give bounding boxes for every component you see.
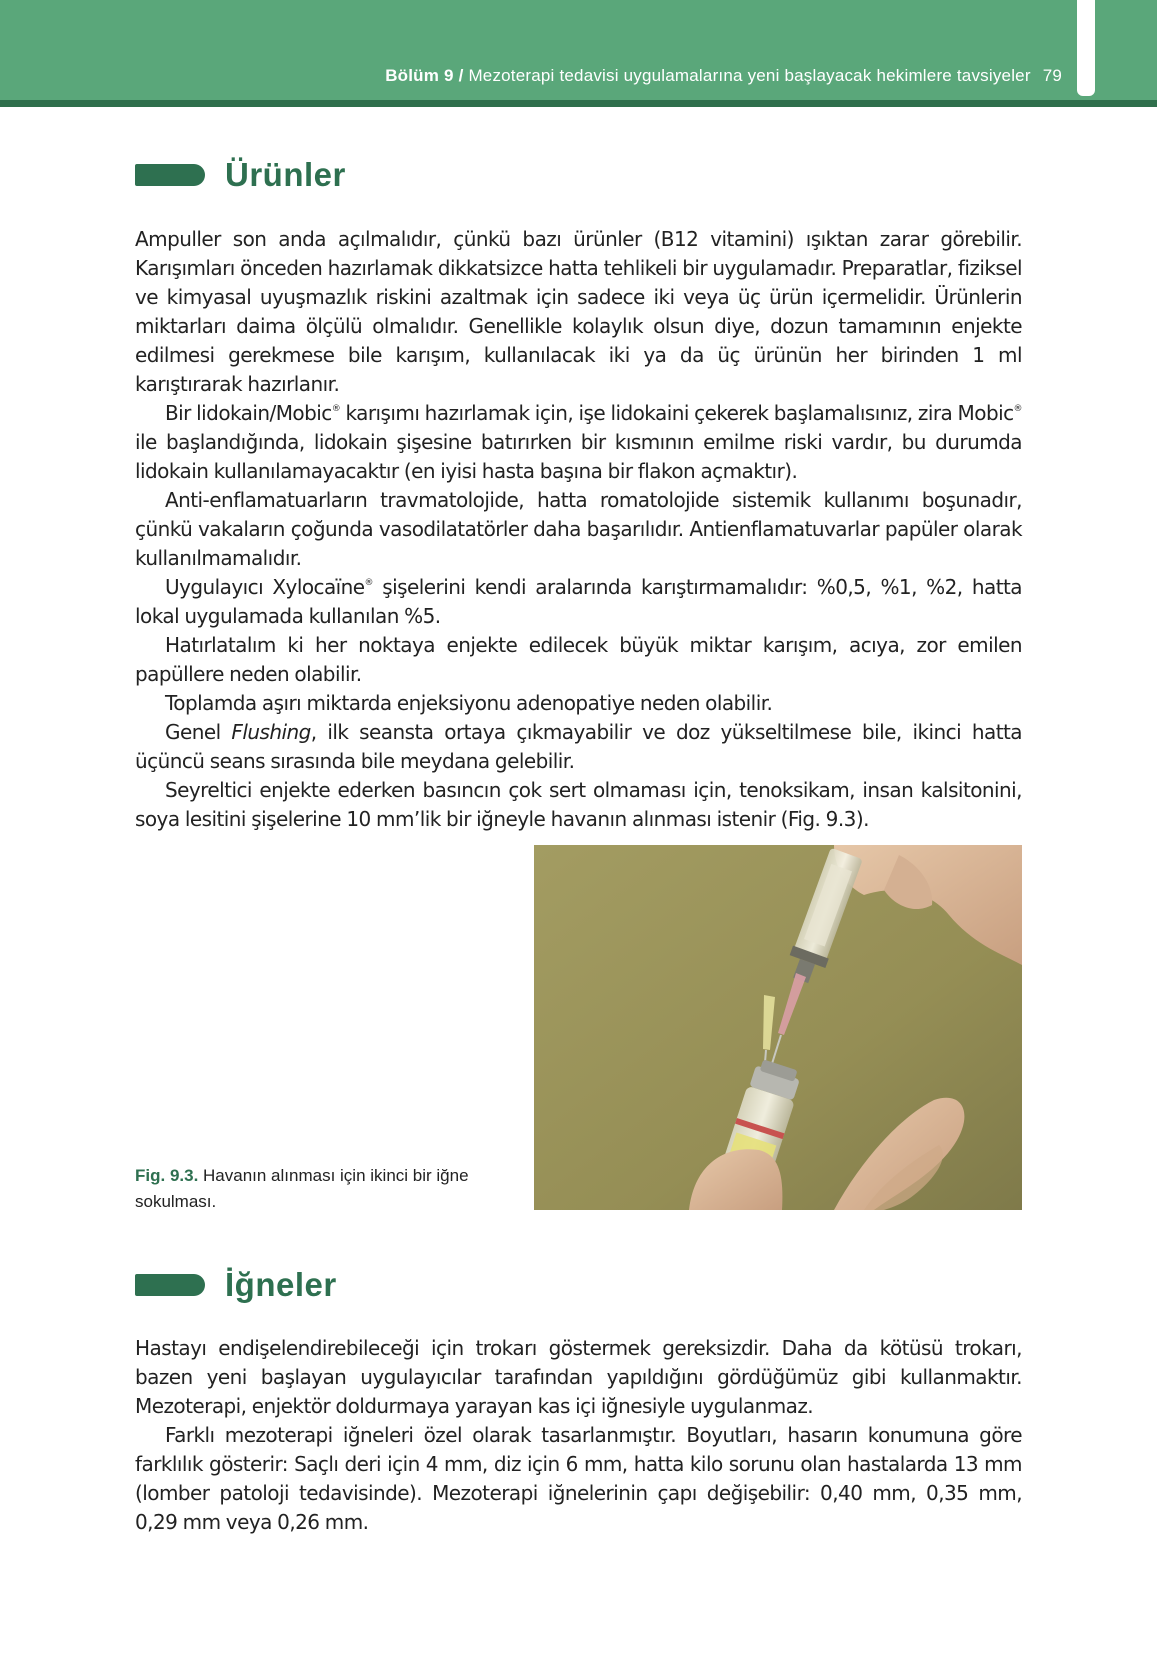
- chapter-tab: [1077, 0, 1095, 96]
- paragraph: Ampuller son anda açılmalıdır, çünkü bazı ürünler (B12 vitamini) ışıktan zarar görebilir. Karışımları önceden hazırlamak dikkatsizce hatta tehlikeli bir uygulamadır. Preparatlar, fiziksel ve kimyasal uyuşmazlık riskini azaltmak için sadece iki veya üç ürün içermelidir. Ürünlerin miktarları daima ölçülü olmalıdır. Genellikle kolaylık olsun diye, dozun tamamının enjekte edilmesi gerekmese bile karışım, kullanılacak iki ya da üç ürünün her birinden 1 ml karıştırarak hazırlanır.: [135, 227, 1022, 396]
- chapter-label: Bölüm 9 /: [385, 66, 464, 85]
- header-rule: [0, 100, 1157, 107]
- section-bar: [135, 1274, 205, 1296]
- paragraph: Hastayı endişelendirebileceği için trokarı göstermek gereksizdir. Daha da kötüsü trokarı, bazen yeni başlayan uygulayıcılar tarafından yapıldığını gördüğümüz gibi kullanmaktır. Mezoterapi, enjektör doldurmaya yarayan kas içi iğnesiyle uygulanmaz.: [135, 1336, 1022, 1418]
- syringe-vial-illustration: [534, 845, 1022, 1210]
- paragraph: Genel Flushing, ilk seansta ortaya çıkmayabilir ve doz yükseltilmese bile, ikinci hatta üçüncü seans sırasında bile meydana gelebilir.: [135, 720, 1022, 773]
- paragraph: Bir lidokain/Mobic® karışımı hazırlamak için, işe lidokaini çekerek başlamalısınız, zira Mobic® ile başlandığında, lidokain şişesine batırırken bir kısmının emilme riski vardır, bu durumda lidokain kullanılamayacaktır (en iyisi hasta başına bir flakon açmaktır).: [135, 401, 1022, 483]
- figure-label: Fig. 9.3.: [135, 1166, 199, 1185]
- figure-caption: [135, 1163, 510, 1215]
- section-heading-products: [135, 150, 346, 200]
- running-head: [385, 66, 1062, 86]
- section-heading-needles: [135, 1260, 337, 1310]
- figure-caption-text: Havanın alınması için ikinci bir iğne sokulması.: [135, 1166, 469, 1211]
- paragraph: Toplamda aşırı miktarda enjeksiyonu adenopatiye neden olabilir.: [165, 691, 773, 715]
- section-bar: [135, 164, 205, 186]
- paragraph: Farklı mezoterapi iğneleri özel olarak tasarlanmıştır. Boyutları, hasarın konumuna göre farklılık gösterir: Saçlı deri için 4 mm, diz için 6 mm, hatta kilo sorunu olan hastalarda 13 mm (lomber patoloji tedavisinde). Mezoterapi iğnelerinin çapı değişebilir: 0,40 mm, 0,35 mm, 0,29 mm veya 0,26 mm.: [135, 1423, 1022, 1534]
- paragraph: Seyreltici enjekte ederken basıncın çok sert olmaması için, tenoksikam, insan kalsitonini, soya lesitini şişelerine 10 mm’lik bir iğneyle havanın alınması istenir (Fig. 9.3).: [135, 778, 1022, 831]
- paragraph: Hatırlatalım ki her noktaya enjekte edilecek büyük miktar karışım, acıya, zor emilen papüllere neden olabilir.: [135, 633, 1022, 686]
- section-title: Ürünler: [225, 156, 346, 193]
- paragraph: Anti-enflamatuarların travmatolojide, hatta romatolojide sistemik kullanımı boşunadır, çünkü vakaların çoğunda vasodilatatörler daha başarılıdır. Antienflamatuvarlar papüler olarak kullanılmamalıdır.: [135, 488, 1022, 570]
- section-title: İğneler: [225, 1266, 337, 1303]
- section-body-products: [135, 225, 1022, 834]
- chapter-title: Mezoterapi tedavisi uygulamalarına yeni başlayacak hekimlere tavsiyeler: [463, 66, 1031, 85]
- figure-syringe-photo: [534, 845, 1022, 1210]
- paragraph: Uygulayıcı Xylocaïne® şişelerini kendi aralarında karıştırmamalıdır: %0,5, %1, %2, hatta lokal uygulamada kullanılan %5.: [135, 575, 1022, 628]
- page-number: 79: [1042, 66, 1062, 85]
- section-body-needles: [135, 1334, 1022, 1537]
